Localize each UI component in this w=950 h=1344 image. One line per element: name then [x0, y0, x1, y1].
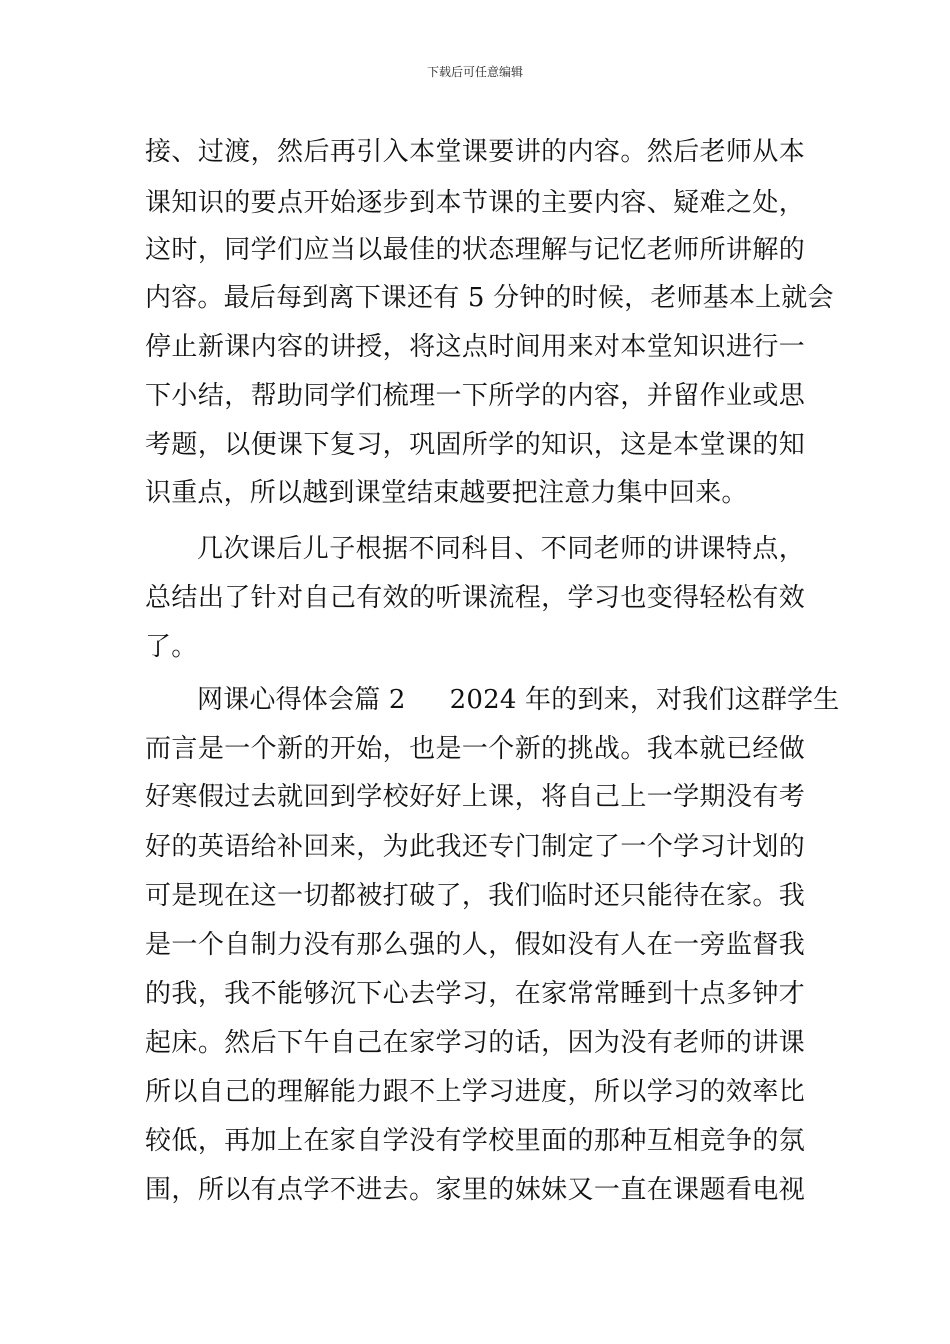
body-line: 了。	[145, 632, 198, 662]
body-line: 可是现在这一切都被打破了，我们临时还只能待在家。我	[145, 881, 805, 911]
body-line: 考题，以便课下复习，巩固所学的知识，这是本堂课的知	[145, 430, 805, 460]
body-line: 好寒假过去就回到学校好好上课，将自己上一学期没有考	[145, 782, 805, 812]
body-line: 这时，同学们应当以最佳的状态理解与记忆老师所讲解的	[145, 235, 805, 265]
section-title: 网课心得体会篇 2	[197, 685, 406, 715]
body-line: 的我，我不能够沉下心去学习，在家常常睡到十点多钟才	[145, 979, 805, 1009]
body-line: 课知识的要点开始逐步到本节课的主要内容、疑难之处，	[145, 188, 805, 218]
body-line: 好的英语给补回来，为此我还专门制定了一个学习计划的	[145, 832, 805, 862]
body-line: 所以自己的理解能力跟不上学习进度，所以学习的效率比	[145, 1077, 805, 1107]
body-line-start: 2024 年的到来，对我们这群学生	[449, 685, 840, 715]
body-line: 接、过渡，然后再引入本堂课要讲的内容。然后老师从本	[145, 137, 805, 167]
section-heading-line	[197, 684, 840, 716]
body-line: 几次课后儿子根据不同科目、不同老师的讲课特点，	[197, 534, 805, 564]
body-line: 下小结，帮助同学们梳理一下所学的内容，并留作业或思	[145, 381, 805, 411]
page-header: 下载后可任意编辑	[426, 65, 523, 79]
body-line: 内容。最后每到离下课还有 5 分钟的时候，老师基本上就会	[145, 283, 834, 313]
body-line: 总结出了针对自己有效的听课流程，学习也变得轻松有效	[145, 583, 805, 613]
body-line: 停止新课内容的讲授，将这点时间用来对本堂知识进行一	[145, 332, 805, 362]
body-line: 较低，再加上在家自学没有学校里面的那种互相竞争的氛	[145, 1126, 805, 1156]
body-line: 而言是一个新的开始，也是一个新的挑战。我本就已经做	[145, 734, 805, 764]
body-line: 围，所以有点学不进去。家里的妹妹又一直在课题看电视	[145, 1175, 805, 1205]
body-line: 起床。然后下午自己在家学习的话，因为没有老师的讲课	[145, 1028, 805, 1058]
body-line: 识重点，所以越到课堂结束越要把注意力集中回来。	[145, 478, 748, 508]
body-line: 是一个自制力没有那么强的人，假如没有人在一旁监督我	[145, 930, 805, 960]
